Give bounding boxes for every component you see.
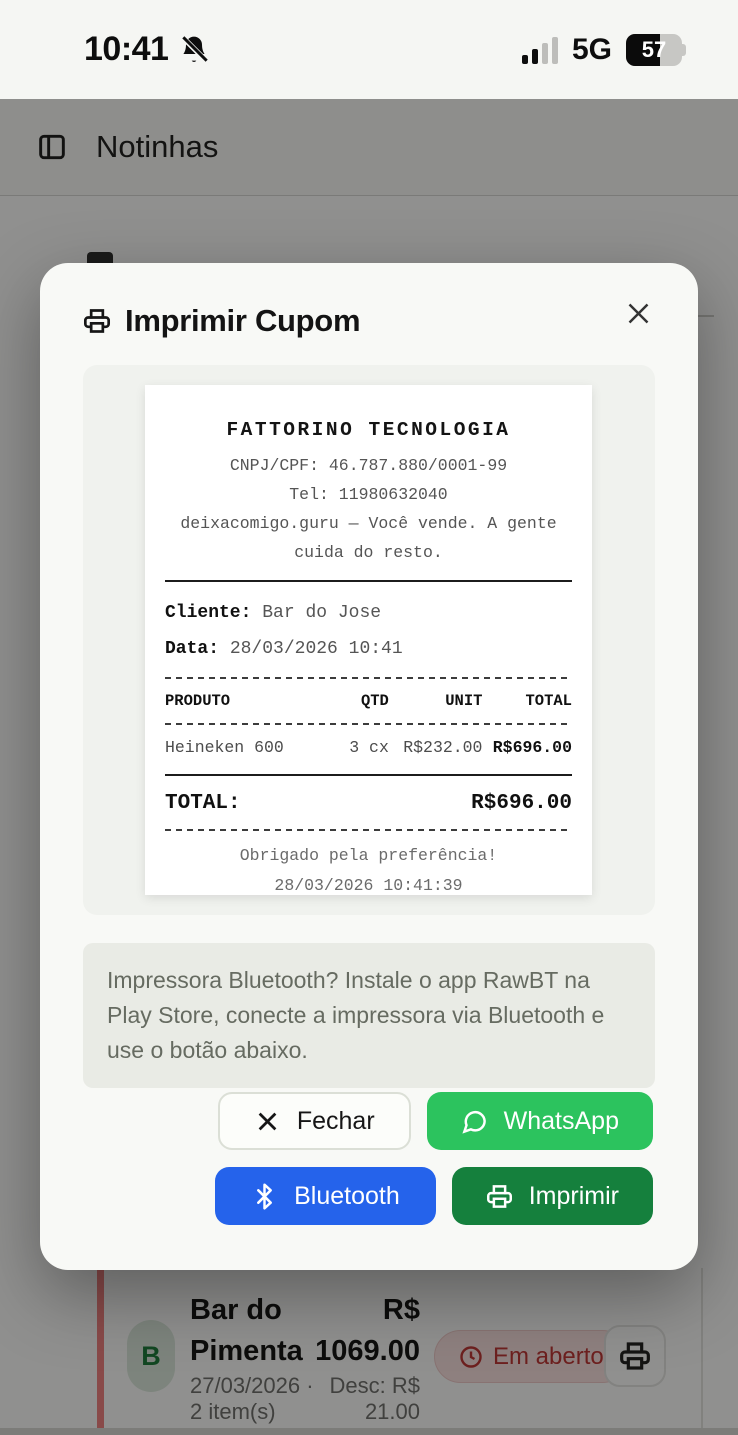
col-produto: PRODUTO (165, 692, 231, 710)
x-icon (254, 1108, 281, 1135)
receipt-date-label: Data: (165, 639, 220, 659)
whatsapp-button[interactable] (427, 1092, 653, 1150)
total-value: R$696.00 (471, 792, 572, 815)
receipt-preview-panel (83, 365, 655, 915)
item-produto: Heineken 600 (165, 738, 284, 757)
close-button-label: Fechar (296, 1106, 375, 1135)
print-button[interactable] (452, 1167, 653, 1225)
close-icon[interactable] (616, 291, 660, 335)
whatsapp-chat-icon (461, 1108, 488, 1135)
status-badge-label: Em aberto (493, 1342, 604, 1370)
modal-title: Imprimir Cupom (125, 303, 361, 338)
signal-strength-icon (522, 36, 558, 64)
receipt-thanks: Obrigado pela preferência! (239, 846, 498, 865)
receipt-cnpj: CNPJ/CPF: 46.787.880/0001-99 (229, 456, 508, 475)
receipt-divider (165, 774, 572, 776)
battery-icon (626, 34, 686, 66)
receipt-tagline: deixacomigo.guru — Você vende. A gente cuida do resto. (180, 514, 557, 562)
item-qtd: 3 cx (349, 738, 389, 757)
whatsapp-button-label: WhatsApp (503, 1106, 619, 1135)
receipt-phone: Tel: 11980632040 (289, 485, 448, 504)
bluetooth-button[interactable] (215, 1167, 436, 1225)
bluetooth-info-text: Impressora Bluetooth? Instale o app RawBT na Play Store, conecte a impressora via Bluetooth e use o botão abaixo. (107, 967, 605, 1063)
receipt-dashed-divider (165, 677, 572, 679)
sale-meta: 27/03/2026 · 2 item(s) (190, 1373, 314, 1424)
receipt (145, 385, 592, 895)
bluetooth-info-box (83, 943, 655, 1088)
item-unit: R$232.00 (403, 738, 483, 757)
receipt-table-header (165, 689, 572, 713)
client-name: Bar do Pimenta (190, 1294, 303, 1367)
sale-discount: Desc: R$ 21.00 (329, 1373, 420, 1424)
receipt-date-line (165, 631, 572, 667)
receipt-client-label: Cliente: (165, 603, 252, 623)
notifications-muted-icon (178, 34, 210, 66)
receipt-client-value: Bar do Jose (262, 603, 382, 623)
close-button[interactable] (218, 1092, 411, 1150)
bluetooth-button-label: Bluetooth (294, 1181, 400, 1210)
receipt-store-name: FATTORINO TECNOLOGIA (226, 419, 511, 441)
receipt-date-value: 28/03/2026 10:41 (229, 639, 403, 659)
network-type-label: 5G (571, 32, 612, 66)
modal-header (83, 303, 360, 339)
sale-amount: R$ 1069.00 (315, 1294, 420, 1367)
receipt-total-row (165, 789, 572, 819)
printer-icon (486, 1183, 513, 1210)
status-time: 10:41 (84, 30, 169, 68)
battery-percent: 57 (641, 36, 667, 62)
modal-actions-row-2 (40, 1167, 698, 1225)
print-coupon-modal (40, 263, 698, 1270)
status-bar (0, 0, 738, 99)
col-qtd: QTD (360, 692, 389, 710)
bluetooth-icon (251, 1183, 278, 1210)
modal-actions-row-1 (40, 1092, 698, 1150)
avatar-letter: B (141, 1340, 161, 1371)
receipt-dashed-divider (165, 723, 572, 725)
receipt-divider (165, 580, 572, 582)
app-title: Notinhas (96, 129, 219, 164)
receipt-item-row (165, 735, 572, 761)
printer-icon (83, 307, 111, 335)
item-total: R$696.00 (492, 738, 572, 757)
receipt-dashed-divider (165, 829, 572, 831)
total-label: TOTAL: (165, 792, 241, 815)
col-total: TOTAL (525, 692, 572, 710)
print-button-label: Imprimir (528, 1181, 619, 1210)
col-unit: UNIT (445, 692, 483, 710)
receipt-client-line (165, 595, 572, 631)
receipt-timestamp: 28/03/2026 10:41:39 (274, 876, 463, 895)
